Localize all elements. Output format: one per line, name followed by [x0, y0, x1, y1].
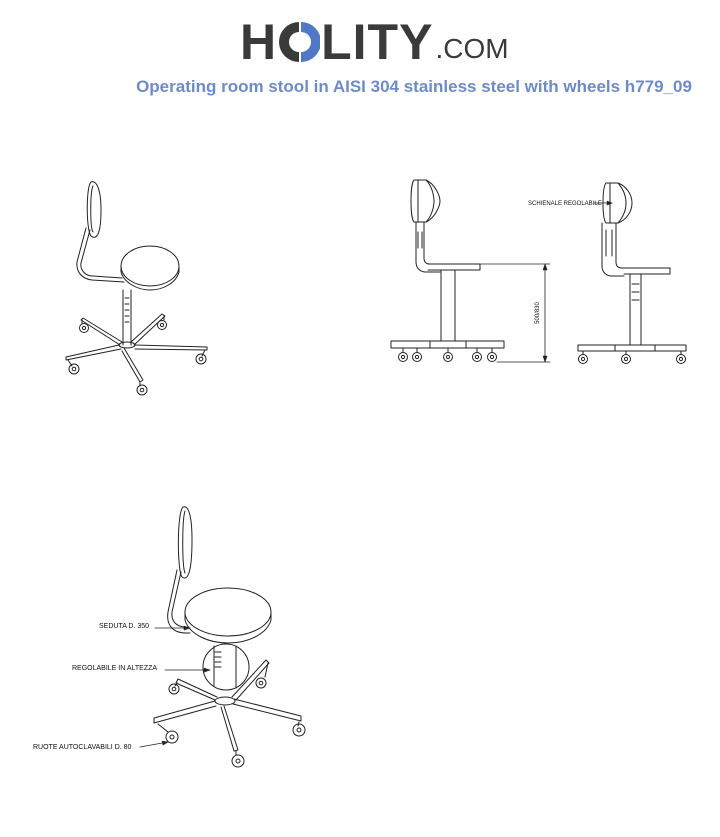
stool-iso-view-bottom: [140, 507, 305, 767]
logo-text-left: H: [240, 14, 278, 70]
stool-side-view: [391, 180, 550, 362]
backrest-adjustable-label: SCHIENALE REGOLABILE: [528, 201, 602, 207]
logo-suffix: .COM: [435, 33, 509, 64]
logo-text-right: LITY: [321, 14, 434, 70]
seat-diameter-label: SEDUTA D. 350: [99, 623, 150, 630]
stool-front-view: [578, 183, 686, 364]
height-dimension-label: 500/830: [535, 302, 541, 324]
stool-iso-view-top: [66, 182, 207, 395]
product-title: Operating room stool in AISI 304 stainless steel with wheels h779_09: [136, 77, 692, 96]
autoclavable-wheels-label: RUOTE AUTOCLAVABILI D. 80: [33, 744, 132, 751]
height-adjustable-label: REGOLABILE IN ALTEZZA: [72, 665, 158, 672]
